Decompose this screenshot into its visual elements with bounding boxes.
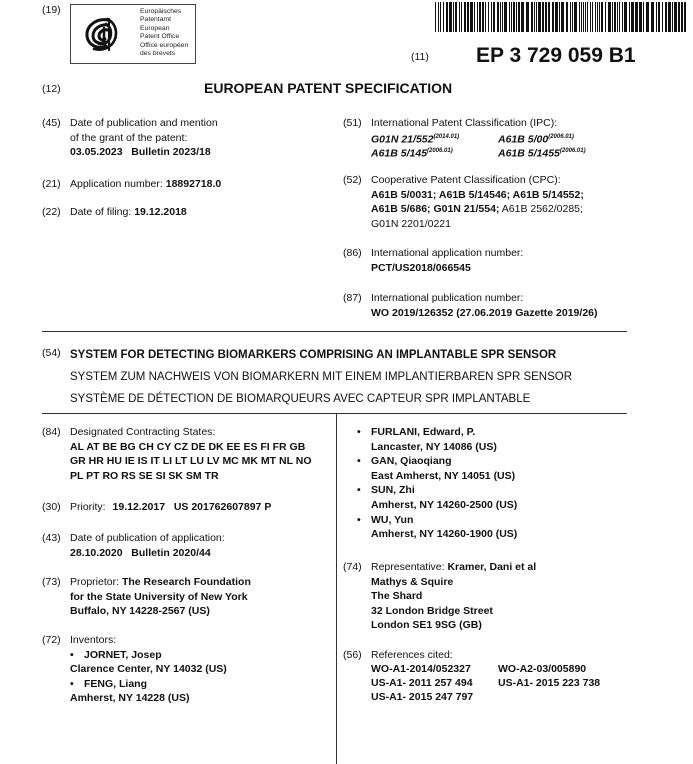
grant-value: 03.05.2023 Bulletin 2023/18 — [70, 146, 211, 159]
barcode-bar — [461, 2, 462, 32]
cpc-line-1: A61B 5/0031; A61B 5/14546; A61B 5/14552; — [371, 188, 584, 201]
ipc-item-3 — [371, 144, 453, 161]
bullet: • — [357, 455, 361, 468]
cpc-line-2-normal: A61B 2562/0285; — [499, 203, 583, 216]
barcode-bar — [601, 2, 603, 32]
inid-code-56: (56) — [343, 649, 362, 661]
barcode-bar — [552, 2, 554, 32]
inid-code-87: (87) — [343, 292, 362, 304]
barcode-bar — [612, 2, 613, 32]
title-french: SYSTÈME DE DÉTECTION DE BIOMARQUEURS AVEC CAPTEUR SPR IMPLANTABLE — [70, 393, 531, 405]
barcode-bar — [672, 2, 673, 32]
barcode-bar — [518, 2, 520, 32]
grant-section — [70, 116, 218, 160]
barcode-bar — [646, 2, 649, 32]
inid-code-72: (72) — [42, 634, 61, 646]
inid-code-51: (51) — [343, 117, 362, 129]
inventor-address: Lancaster, NY 14086 (US) — [371, 440, 497, 453]
barcode — [435, 2, 687, 32]
office-names — [140, 8, 188, 57]
publication-number: EP 3 729 059 B1 — [476, 44, 636, 67]
cpc-line-2-bold: A61B 5/686; G01N 21/554; — [371, 203, 500, 216]
office-name-en: European — [140, 24, 170, 32]
inventor-address: Clarence Center, NY 14032 (US) — [70, 663, 227, 676]
barcode-bar — [639, 2, 642, 32]
barcode-bar — [526, 2, 529, 32]
barcode-bar — [479, 2, 481, 32]
barcode-bar — [561, 2, 564, 32]
barcode-bar — [474, 2, 475, 32]
barcode-bar — [513, 2, 515, 32]
inventor-address: East Amherst, NY 14051 (US) — [371, 469, 516, 482]
states-section — [70, 425, 312, 483]
barcode-bar — [595, 2, 596, 32]
barcode-bar — [534, 2, 535, 32]
inventor-name: JORNET, Josep — [84, 648, 162, 661]
intl-pub-label: International publication number: — [371, 292, 524, 304]
priority-row — [70, 500, 271, 515]
inventor-name: FENG, Liang — [84, 677, 147, 690]
barcode-bar — [497, 2, 499, 32]
barcode-bar — [491, 2, 492, 32]
barcode-bar — [590, 2, 591, 32]
column-divider — [336, 414, 337, 764]
inid-code-19: (19) — [42, 4, 61, 16]
barcode-bar — [599, 2, 600, 32]
barcode-bar — [614, 2, 616, 32]
barcode-bar — [488, 2, 489, 32]
bullet: • — [70, 677, 74, 690]
barcode-bar — [629, 2, 630, 32]
intl-pub-section — [371, 291, 598, 320]
representative-line-4: 32 London Bridge Street — [371, 604, 493, 617]
inid-code-11: (11) — [411, 51, 429, 63]
barcode-bar — [643, 2, 644, 32]
filing-date-row — [70, 205, 187, 220]
representative-line-1: Kramer, Dani et al — [447, 561, 537, 573]
barcode-bar — [455, 2, 457, 32]
inventor-name: GAN, Qiaoqiang — [371, 455, 452, 468]
barcode-bar — [493, 2, 495, 32]
office-name-de: Europäisches — [140, 8, 182, 15]
representative-line-2: Mathys & Squire — [371, 575, 454, 588]
barcode-bar — [674, 2, 677, 32]
inventors-label: Inventors: — [70, 634, 117, 646]
barcode-bar — [453, 2, 454, 32]
representative-line-5: London SE1 9SG (GB) — [371, 619, 482, 632]
inventor-address: Amherst, NY 14260-2500 (US) — [371, 498, 518, 511]
priority-value: 19.12.2017 US 201762607897 P — [112, 501, 272, 513]
inventors-left — [70, 633, 227, 706]
ipc-version-4: (2006.01) — [559, 148, 586, 154]
barcode-bar — [548, 2, 550, 32]
barcode-bar — [440, 2, 441, 32]
barcode-bar — [459, 2, 460, 32]
barcode-bar — [470, 2, 473, 32]
barcode-bar — [572, 2, 573, 32]
barcode-bar — [617, 2, 618, 32]
office-name-fr-2: des brevets — [140, 49, 176, 57]
barcode-bar — [574, 2, 577, 32]
inventor-address: Amherst, NY 14228 (US) — [70, 692, 190, 705]
office-name-fr: Office européen — [140, 41, 189, 49]
barcode-bar — [500, 2, 501, 32]
proprietor-label: Proprietor: — [70, 576, 120, 588]
ipc-class-3: A61B 5/145 — [371, 147, 428, 160]
app-pub-section — [70, 531, 225, 560]
states-line-3: PL PT RO RS SE SI SK SM TR — [70, 469, 219, 482]
proprietor-line-2: for the State University of New York — [70, 590, 248, 603]
barcode-bar — [443, 2, 444, 32]
references-label: References cited: — [371, 649, 453, 661]
barcode-bar — [658, 2, 660, 32]
ipc-version-3: (2006.01) — [427, 148, 453, 154]
barcode-bar — [585, 2, 586, 32]
barcode-bar — [542, 2, 544, 32]
barcode-bar — [597, 2, 598, 32]
bullet: • — [357, 513, 361, 526]
inid-code-30: (30) — [42, 501, 61, 513]
barcode-bar — [504, 2, 507, 32]
ipc-version-1: (2014.01) — [433, 134, 460, 140]
divider-top — [42, 331, 627, 332]
states-label: Designated Contracting States: — [70, 426, 216, 438]
ipc-version-2: (2006.01) — [548, 134, 574, 140]
states-line-1: AL AT BE BG CH CY CZ DE DK EE ES FI FR GB — [70, 440, 306, 453]
ipc-class-4: A61B 5/1455 — [498, 147, 560, 160]
barcode-bar — [545, 2, 547, 32]
inid-code-43: (43) — [42, 532, 61, 544]
barcode-bar — [464, 2, 466, 32]
intl-app-value: PCT/US2018/066545 — [371, 261, 471, 274]
app-pub-value: 28.10.2020 Bulletin 2020/44 — [70, 546, 211, 559]
barcode-bar — [592, 2, 593, 32]
barcode-bar — [587, 2, 588, 32]
proprietor-line-1: The Research Foundation — [121, 576, 251, 588]
representative-line-3: The Shard — [371, 590, 423, 603]
ipc-label: International Patent Classification (IPC): — [371, 117, 558, 129]
representative-label: Representative: — [371, 561, 445, 573]
ipc-class-1: G01N 21/552 — [371, 133, 434, 146]
barcode-bar — [570, 2, 571, 32]
title-german: SYSTEM ZUM NACHWEIS VON BIOMARKERN MIT EINEM IMPLANTIERBAREN SPR SENSOR — [70, 371, 573, 383]
app-pub-label: Date of publication of application: — [70, 532, 225, 544]
barcode-bar — [438, 2, 439, 32]
barcode-bar — [435, 2, 436, 32]
title-block — [70, 344, 572, 410]
barcode-bar — [635, 2, 638, 32]
barcode-bar — [665, 2, 667, 32]
representative-section — [371, 560, 536, 633]
barcode-bar — [681, 2, 683, 32]
office-name-en-2: Patent Office — [140, 32, 180, 40]
reference-5: US-A1- 2015 247 797 — [371, 691, 474, 703]
barcode-bar — [502, 2, 503, 32]
reference-2: WO-A2-03/005890 — [498, 663, 587, 675]
inventors-right — [357, 425, 517, 542]
inventor-2 — [70, 677, 227, 692]
inid-code-84: (84) — [42, 426, 61, 438]
barcode-bar — [684, 2, 686, 32]
barcode-bar — [624, 2, 627, 32]
proprietor-line-3: Buffalo, NY 14228-2567 (US) — [70, 605, 210, 618]
barcode-bar — [581, 2, 582, 32]
filing-date-label: Date of filing: — [70, 206, 132, 218]
barcode-bar — [555, 2, 558, 32]
barcode-bar — [538, 2, 541, 32]
barcode-bar — [477, 2, 478, 32]
bullet: • — [357, 426, 361, 438]
application-number-row — [70, 177, 221, 192]
bullet: • — [70, 648, 74, 661]
barcode-bar — [678, 2, 680, 32]
barcode-bar — [622, 2, 623, 32]
divider-bottom — [42, 413, 627, 414]
intl-app-label: International application number: — [371, 247, 524, 259]
inventor-1 — [70, 648, 227, 663]
barcode-bar — [656, 2, 657, 32]
inid-code-45: (45) — [42, 117, 61, 129]
barcode-bar — [631, 2, 634, 32]
inid-code-12: (12) — [42, 83, 61, 95]
intl-pub-value: WO 2019/126352 (27.06.2019 Gazette 2019/26) — [371, 306, 598, 319]
barcode-bar — [608, 2, 611, 32]
application-number-label: Application number: — [70, 178, 163, 190]
inventor-name: SUN, Zhi — [371, 484, 415, 497]
ipc-item-4 — [498, 144, 586, 161]
office-name-de-2: Patentamt — [140, 15, 171, 23]
ipc-class-2: A61B 5/00 — [498, 133, 549, 146]
barcode-bar — [509, 2, 510, 32]
barcode-bar — [619, 2, 620, 32]
document-title: EUROPEAN PATENT SPECIFICATION — [204, 80, 453, 96]
grant-label-2: of the grant of the patent: — [70, 131, 188, 144]
barcode-bar — [536, 2, 537, 32]
barcode-bar — [482, 2, 484, 32]
inid-code-73: (73) — [42, 576, 61, 588]
barcode-bar — [446, 2, 448, 32]
priority-label: Priority: — [70, 501, 106, 513]
barcode-bar — [662, 2, 663, 32]
filing-date-value: 19.12.2018 — [134, 206, 187, 218]
cpc-line-3: G01N 2201/0221 — [371, 217, 451, 230]
cpc-label: Cooperative Patent Classification (CPC): — [371, 174, 561, 186]
proprietor-section — [70, 575, 251, 619]
inventor-address: Amherst, NY 14260-1900 (US) — [371, 528, 518, 541]
barcode-bar — [467, 2, 469, 32]
inid-code-74: (74) — [343, 561, 362, 573]
epo-logo-icon — [78, 14, 124, 54]
barcode-bar — [449, 2, 452, 32]
inid-code-52: (52) — [343, 174, 362, 186]
inventor-name: WU, Yun — [371, 513, 414, 526]
application-number-value: 18892718.0 — [165, 178, 222, 190]
inid-code-21: (21) — [42, 178, 61, 190]
barcode-bar — [651, 2, 654, 32]
barcode-bar — [566, 2, 568, 32]
inid-code-54: (54) — [42, 347, 61, 359]
cpc-section — [371, 173, 584, 231]
bullet: • — [357, 484, 361, 497]
barcode-bar — [668, 2, 671, 32]
barcode-bar — [583, 2, 584, 32]
epo-logo-box — [70, 4, 196, 64]
barcode-bar — [531, 2, 533, 32]
inventor-name: FURLANI, Edward, P. — [371, 426, 476, 438]
inid-code-22: (22) — [42, 206, 61, 218]
barcode-bar — [511, 2, 512, 32]
reference-1: WO-A1-2014/052327 — [371, 663, 471, 675]
barcode-bar — [559, 2, 560, 32]
reference-4: US-A1- 2015 223 738 — [498, 677, 601, 689]
barcode-bar — [605, 2, 606, 32]
intl-app-section — [371, 246, 523, 275]
barcode-bar — [485, 2, 486, 32]
barcode-bar — [521, 2, 524, 32]
inid-code-86: (86) — [343, 247, 362, 259]
title-english: SYSTEM FOR DETECTING BIOMARKERS COMPRISING AN IMPLANTABLE SPR SENSOR — [70, 349, 557, 361]
barcode-bar — [516, 2, 517, 32]
barcode-bar — [579, 2, 580, 32]
grant-label-1: Date of publication and mention — [70, 117, 218, 129]
reference-3: US-A1- 2011 257 494 — [371, 677, 473, 689]
states-line-2: GR HR HU IE IS IT LI LT LU LV MC MK MT NL NO — [70, 455, 312, 468]
